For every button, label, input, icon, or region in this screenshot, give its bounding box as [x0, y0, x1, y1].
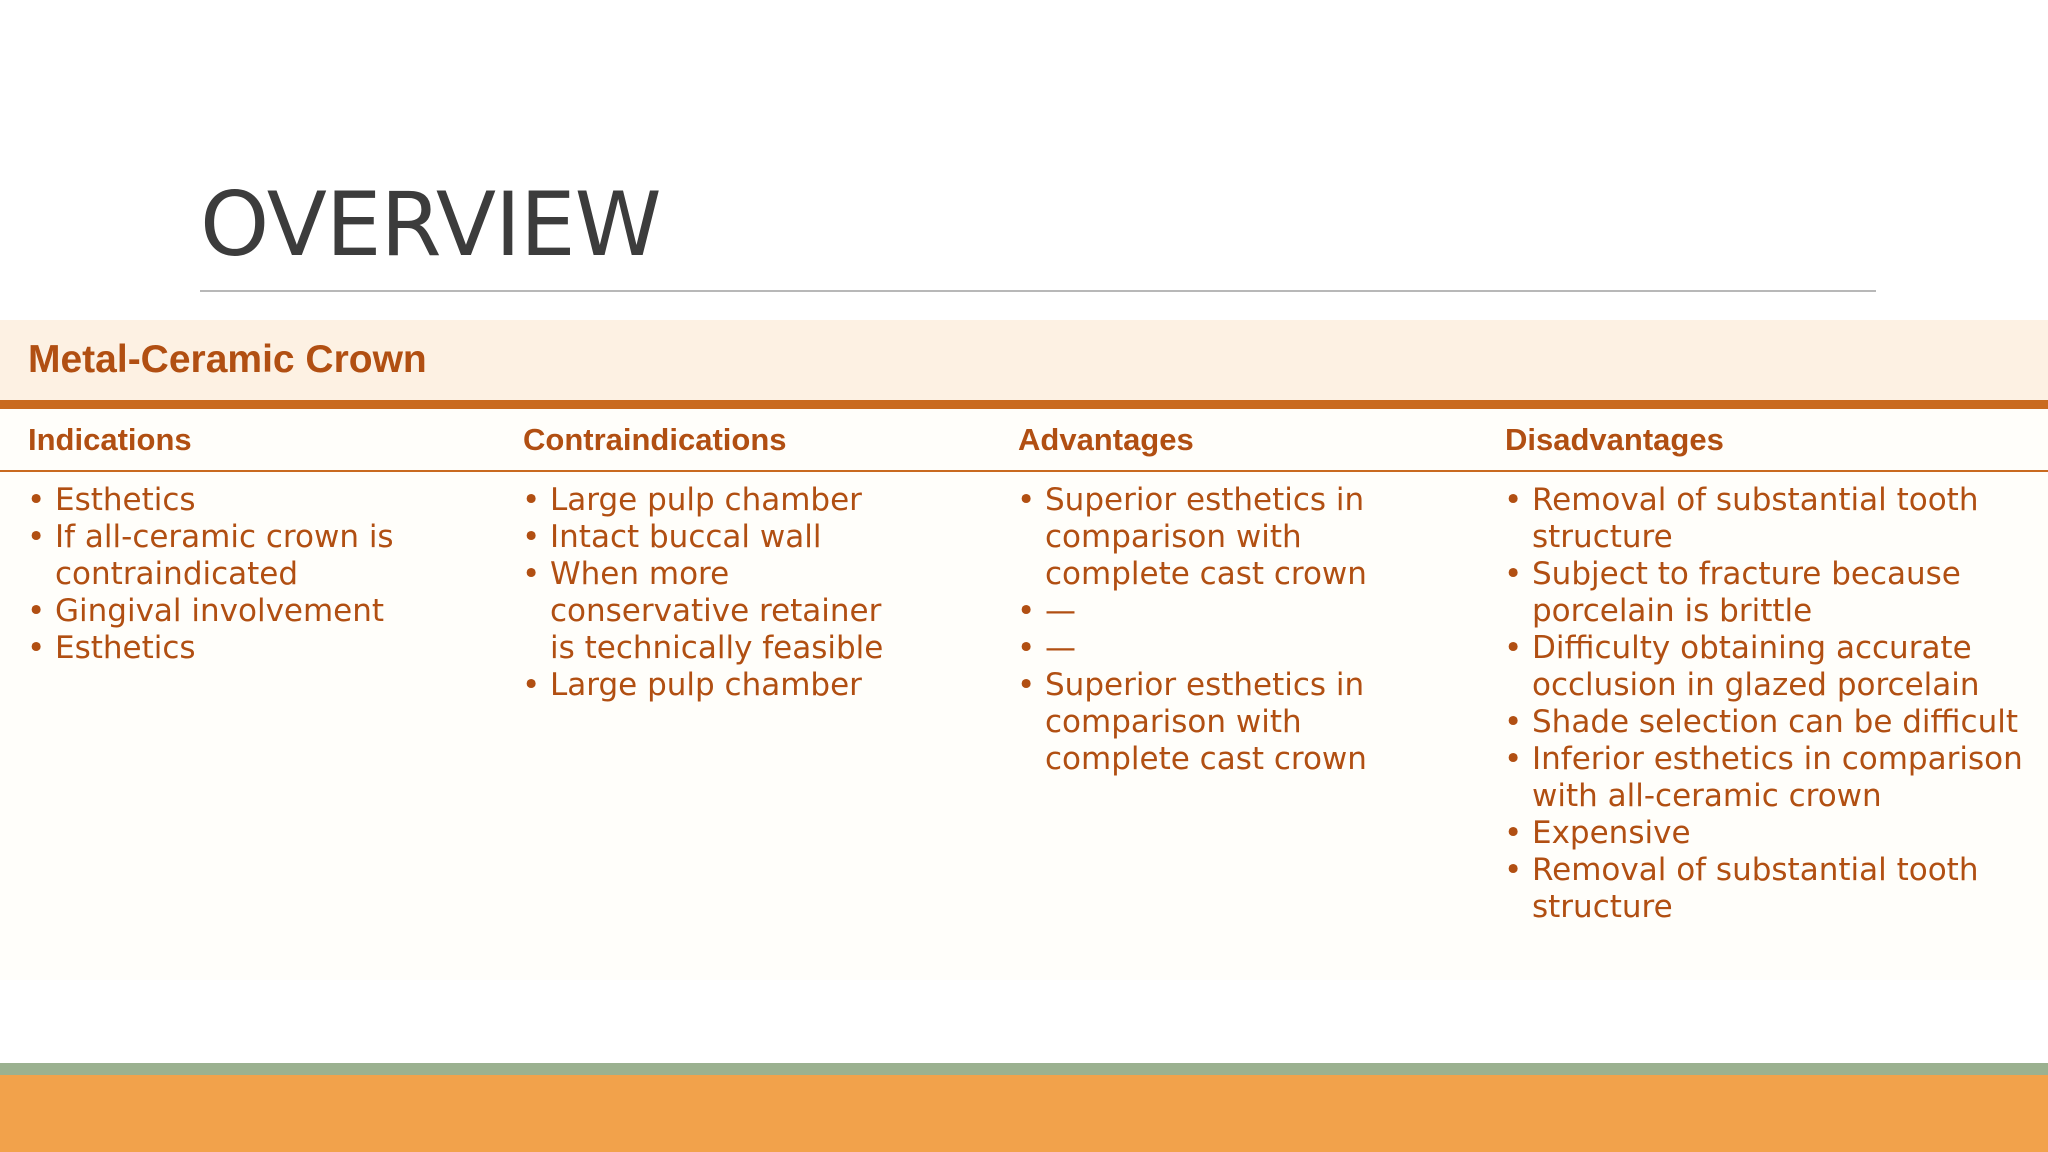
list-item: • Large pulp chamber: [522, 667, 912, 704]
list-item: • Inferior esthetics in comparison with all-ceramic crown: [1504, 741, 2044, 815]
indications-list: [27, 482, 447, 667]
list-item: • Esthetics: [27, 630, 447, 667]
list-item: • Shade selection can be difficult: [1504, 704, 2044, 741]
title-divider: [200, 290, 1876, 292]
list-item: • Gingival involvement: [27, 593, 447, 630]
list-item: • —: [1017, 630, 1397, 667]
list-item: • Superior esthetics in comparison with complete cast crown: [1017, 667, 1397, 778]
table-header: [0, 320, 2048, 400]
footer-band-orange: [0, 1075, 2048, 1152]
column-heading-advantages: Advantages: [1018, 422, 1194, 457]
disadvantages-list: [1504, 482, 2044, 926]
footer-band-green: [0, 1063, 2048, 1075]
list-item: • Expensive: [1504, 815, 2044, 852]
list-item: • Intact buccal wall: [522, 519, 912, 556]
slide-title: OVERVIEW: [200, 173, 661, 276]
column-heading-contraindications: Contraindications: [523, 422, 787, 457]
list-item: • Esthetics: [27, 482, 447, 519]
list-item: • If all-ceramic crown is contraindicated: [27, 519, 447, 593]
crown-table: [0, 320, 2048, 980]
list-item: • Removal of substantial tooth structure: [1504, 852, 2044, 926]
list-item: • Removal of substantial tooth structure: [1504, 482, 2044, 556]
list-item: • Superior esthetics in comparison with complete cast crown: [1017, 482, 1397, 593]
advantages-list: [1017, 482, 1397, 778]
list-item: • When more conservative retainer is technically feasible: [522, 556, 912, 667]
table-header-rule: [0, 400, 2048, 409]
list-item: • —: [1017, 593, 1397, 630]
column-heading-rule: [0, 470, 2048, 472]
column-heading-disadvantages: Disadvantages: [1505, 422, 1724, 457]
contraindications-list: [522, 482, 912, 704]
table-title: Metal-Ceramic Crown: [28, 338, 427, 381]
column-heading-indications: Indications: [28, 422, 192, 457]
list-item: • Subject to fracture because porcelain is brittle: [1504, 556, 2044, 630]
list-item: • Difficulty obtaining accurate occlusion in glazed porcelain: [1504, 630, 2044, 704]
list-item: • Large pulp chamber: [522, 482, 912, 519]
